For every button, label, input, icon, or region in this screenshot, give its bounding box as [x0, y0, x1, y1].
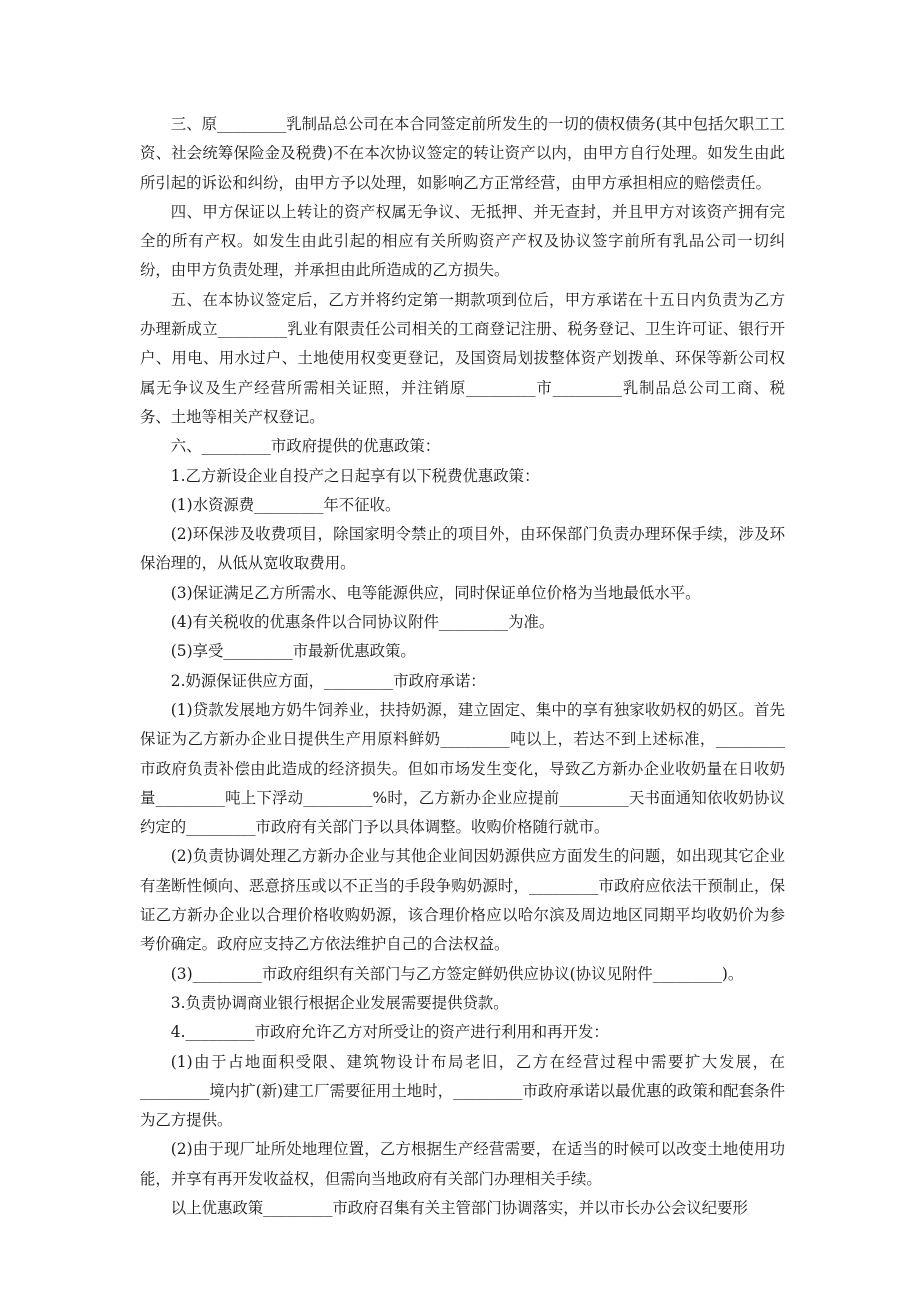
policy-4-item-2: (2)由于现厂址所处地理位置，乙方根据生产经营需要，在适当的时候可以改变土地使用功能，并享有再开发收益权，但需向当地政府有关部门办理相关手续。 — [140, 1140, 785, 1188]
clause-4-ownership: 四、甲方保证以上转让的资产权属无争议、无抵押、并无查封，并且甲方对该资产拥有完全的所有产权。如发生由此引起的相应有关所购资产产权及协议签字前所有乳品公司一切纠纷，由甲方负责处理，并承担由此所造成的乙方损失。 — [140, 202, 785, 280]
clause-3-debts: 三、原_________乳制品总公司在本合同签定前所发生的一切的债权债务(其中包括欠职工工资、社会统筹保险金及税费)不在本次协议签定的转让资产以内，由甲方自行处理。如发生由此所引起的诉讼和纠纷，由甲方予以处理，如影响乙方正常经营，由甲方承担相应的赔偿责任。 — [140, 115, 785, 192]
policy-2-item-3: (3)_________市政府组织有关部门与乙方签定鲜奶供应协议(协议见附件_________)。 — [170, 964, 744, 983]
policy-1-item-2: (2)环保涉及收费项目，除国家明令禁止的项目外，由环保部门负责办理环保手续，涉及环保治理的，从低从宽收取费用。 — [140, 525, 785, 573]
policy-1-item-5: (5)享受_________市最新优惠政策。 — [170, 642, 416, 661]
policy-1-item-1: (1)水资源费_________年不征收。 — [170, 495, 401, 514]
closing-paragraph: 以上优惠政策_________市政府召集有关主管部门协调落实，并以市长办公会议纪要形 — [170, 1198, 748, 1217]
clause-6-heading: 六、_________市政府提供的优惠政策： — [170, 437, 441, 456]
policy-1-item-4: (4)有关税收的优惠条件以合同协议附件_________为准。 — [170, 613, 555, 632]
policy-1-item-3: (3)保证满足乙方所需水、电等能源供应，同时保证单位价格为当地最低水平。 — [170, 583, 701, 602]
clause-5-registration: 五、在本协议签定后，乙方并将约定第一期款项到位后，甲方承诺在十五日内负责为乙方办理新成立_________乳业有限责任公司相关的工商登记注册、税务登记、卫生许可证、银行开户、用电、用水过户、土地使用权变更登记，及国资局划拔整体资产划拨单、环保等新公司权属无争议及生产经营所需相关证照，并注销原_________市_________乳制品总公司工商、税务、土地等相关产权登记。 — [140, 290, 785, 426]
policy-2-item-1: (1)贷款发展地方奶牛饲养业，扶持奶源，建立固定、集中的享有独家收奶权的奶区。首先保证为乙方新办企业日提供生产用原料鲜奶_________吨以上，若达不到上述标准，_________市政府负责补偿由此造成的经济损失。但如市场发生变化，导致乙方新办企业收奶量在日收奶量_________吨上下浮动_________%时，乙方新办企业应提前_________天书面通知依收奶协议约定的_________市政府有关部门予以具体调整。收购价格随行就市。 — [140, 700, 785, 837]
policy-4-heading: 4._________市政府允许乙方对所受让的资产进行利用和再开发： — [170, 1023, 609, 1042]
policy-3-heading: 3.负责协调商业银行根据企业发展需要提供贷款。 — [170, 993, 509, 1012]
policy-4-item-1: (1)由于占地面积受限、建筑物设计布局老旧，乙方在经营过程中需要扩大发展，在_________境内扩(新)建工厂需要征用土地时，_________市政府承诺以最优惠的政策和配套条件为乙方提供。 — [140, 1052, 785, 1130]
policy-1-heading: 1.乙方新设企业自投产之日起享有以下税费优惠政策： — [170, 466, 540, 485]
policy-2-heading: 2.奶源保证供应方面，_________市政府承诺： — [170, 671, 486, 690]
policy-2-item-2: (2)负责协调处理乙方新办企业与其他企业间因奶源供应方面发生的问题，如出现其它企业有垄断性倾向、恶意挤压或以不正当的手段争购奶源时，_________市政府应依法干预制止，保证乙方新办企业以合理价格收购奶源，该合理价格应以哈尔滨及周边地区同期平均收奶价为参考价确定。政府应支持乙方依法维护自己的合法权益。 — [140, 847, 785, 954]
